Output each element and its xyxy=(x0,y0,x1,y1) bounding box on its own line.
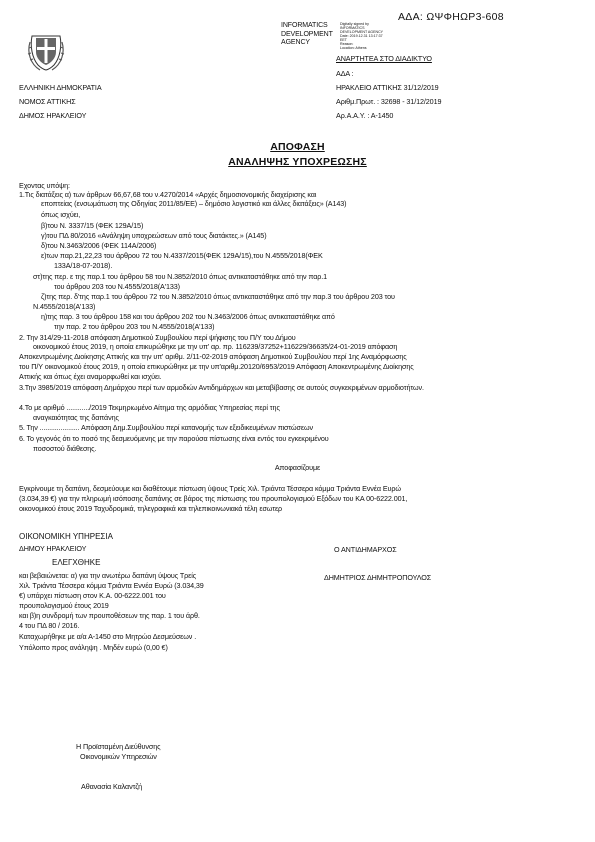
head-of-finance-dept: Οικονομικών Υπηρεσιών xyxy=(80,752,157,761)
body-line: 2. Την 314/29-11-2018 απόφαση Δημοτικού Συμβουλίου περί ψήφισης του Π/Υ του Δήμου xyxy=(19,333,296,342)
ida-stamp-text: INFORMATICS DEVELOPMENT AGENCY xyxy=(281,22,333,47)
body-line: δ)του Ν.3463/2006 (ΦΕΚ 114Α/2006) xyxy=(41,241,157,250)
body-line: 133Α/18-07-2018). xyxy=(54,261,113,270)
aay-number: Αρ.Α.Α.Υ. : Α-1450 xyxy=(336,111,394,120)
body-line: ζ)της περ. δ'της παρ.1 του άρθρου 72 του Ν.3852/2010 όπως αντικαταστάθηκε από την παρ.3 του άρθρου 203 του xyxy=(41,292,395,301)
body-line: ποσοστού διάθεσης. xyxy=(33,444,97,453)
finance-line: Χιλ. Τριάντα Τέσσερα κόμμα Τριάντα Εννέα Ευρώ (3.034,39 xyxy=(19,581,204,590)
finance-dept: ΟΙΚΟΝΟΜΙΚΗ ΥΠΗΡΕΣΙΑ xyxy=(19,532,113,541)
head-of-finance-name: Αθανασία Καλαντζή xyxy=(81,782,143,791)
body-line: 3.Την 3985/2019 απόφαση Δημάρχου περί των αρμοδιών Αντιδημάρχων και μεταβίβασης σε αυτούς συγκεκριμένων αρμοδιοτήτων. xyxy=(19,383,424,392)
finance-line: και β)η συνδρομή των προυποθέσεων της παρ. 1 του άρθ. xyxy=(19,611,200,620)
body-line: όπως ισχύει, xyxy=(41,210,81,219)
finance-line: και βεβαιώνεται: α) για την ανωτέρω δαπάνη ύψους Τρείς xyxy=(19,571,197,580)
decision-line: οικονομικού έτους 2019 Ταχυδρομικά, τηλεγραφικά και τηλεπικοινωνιακά τέλη εσωτερ xyxy=(19,504,283,513)
body-line: γ)του ΠΔ 80/2016 «Ανάληψη υποχρεώσεων από τους διατάκτες.» (Α145) xyxy=(41,231,267,240)
finance-line: Καταχωρήθηκε με α/α Α-1450 στο Μητρώο Δεσμεύσεων . xyxy=(19,632,197,641)
body-line: 1.Τις διατάξεις α) των άρθρων 66,67,68 του ν.4270/2014 «Αρχές δημοσιονομικής διαχείρισης και xyxy=(19,190,317,199)
header-municipality: ΔΗΜΟΣ ΗΡΑΚΛΕΙΟΥ xyxy=(19,111,87,120)
ida-stamp-signature: Digitally signed by INFORMATICS DEVELOPMENT AGENCY Date: 2019.12.31 13:17:37 EET Reason: Location: Athens xyxy=(340,22,384,50)
header-prefecture: ΝΟΜΟΣ ΑΤΤΙΚΗΣ xyxy=(19,97,76,106)
greek-coat-of-arms-icon xyxy=(26,32,66,74)
body-line: η)της παρ. 3 του άρθρου 158 και του άρθρου 202 του Ν.3463/2006 όπως αντικαταστάθηκε από xyxy=(41,312,335,321)
finance-line: 4 του ΠΔ 80 / 2016. xyxy=(19,621,80,630)
body-line: β)του Ν. 3337/15 (ΦΕΚ 129Α/15) xyxy=(41,221,144,230)
decision-line: Εγκρίνουμε τη δαπάνη, δεσμεύουμε και διαθέτουμε πίστωση ύψους Τρείς Χιλ. Τριάντα Τέσσερα κόμμα Τριάντα Εννέα Ευρώ xyxy=(19,484,401,493)
deputy-title: Ο ΑΝΤΙΔΗΜΑΡΧΟΣ xyxy=(334,545,397,554)
body-line: στ)της περ. ε της παρ.1 του άρθρου 58 του Ν.3852/2010 όπως αντικαταστάθηκε από την παρ.1 xyxy=(33,272,328,281)
body-line: Αποκεντρωμένης Διοίκησης Αττικής και την υπ' αριθμ. 2/11-02-2019 απόφαση Δημοτικού Συμβουλίου περί 1ης Αναμόρφωσης xyxy=(19,352,407,361)
decision-line: (3.034,39 €) για την πληρωμή ισόποσης δαπάνης σε βάρος της πίστωσης του προυπολογισμού Εξόδων του ΚΑ 00-6222.001, xyxy=(19,494,408,503)
document-subtitle: ΑΝΑΛΗΨΗΣ ΥΠΟΧΡΕΩΣΗΣ xyxy=(228,156,367,168)
body-line: του Π/Υ οικονομικού έτους 2019, η οποία επικυρώθηκε με την υπ'αριθμ.20120/6953/2019 Απόφαση Αποκεντρωμένης Διοίκησης xyxy=(19,362,414,371)
finance-municipality: ΔΗΜΟΥ ΗΡΑΚΛΕΙΟΥ xyxy=(19,544,87,553)
body-line: Εχοντας υπόψη: xyxy=(19,181,70,190)
body-line: 4.Το με αριθμό ............/2019 Τεκμηριωμένο Αίτημα της αρμόδιας Υπηρεσίας περί της xyxy=(19,403,280,412)
body-line: 5. Την ..................... Απόφαση Δημ.Συμβουλίου περί κατανομής των εξειδικευμένων πιστώσεων xyxy=(19,423,313,432)
head-of-finance-title: Η Προϊσταμένη Διεύθυνσης xyxy=(76,742,161,751)
finance-line: Υπόλοιπο προς ανάληψη . Μηδέν ευρώ (0,00 €) xyxy=(19,643,168,652)
place-date: ΗΡΑΚΛΕΙΟ ΑΤΤΙΚΗΣ 31/12/2019 xyxy=(336,83,439,92)
finance-line: προυπολογισμού έτους 2019 xyxy=(19,601,109,610)
body-line: Ν.4555/2018(Α'133) xyxy=(33,302,96,311)
ada-code: ΑΔΑ: ΩΨΦΗΩΡ3-608 xyxy=(398,11,504,23)
body-line: του άρθρου 203 του Ν.4555/2018(Α'133) xyxy=(54,282,180,291)
body-line: 6. Το γεγονός ότι το ποσό της δεσμευόμενης με την παρούσα πίστωσης είναι εντός του εγκεκριμένου xyxy=(19,434,329,443)
decision-heading: Αποφασίζουμε xyxy=(274,463,321,472)
body-line: οικονομικού έτους 2019, η οποία επικυρώθηκε με την υπ' αρ. πρ. 116239/37252+116229/36635/24-01-2019 απόφαση xyxy=(33,342,398,351)
header-country: ΕΛΛΗΝΙΚΗ ΔΗΜΟΚΡΑΤΙΑ xyxy=(19,83,102,92)
body-line: ε)των παρ.21,22,23 του άρθρου 72 του Ν.4337/2015(ΦΕΚ 129Α/15),του Ν.4555/2018(ΦΕΚ xyxy=(41,251,323,260)
body-line: εποπτείας (ενσωμάτωση της Οδηγίας 2011/85/ΕΕ) – δημόσιο λογιστικό και άλλες διατάξεις» (Α143) xyxy=(41,199,347,208)
checked-stamp: ΕΛΕΓΧΘΗΚΕ xyxy=(52,558,101,567)
body-line: αναγκαιότητας της δαπάνης xyxy=(33,413,119,422)
protocol-number: Αριθμ.Πρωτ. : 32698 - 31/12/2019 xyxy=(336,97,442,106)
posted-online-label: ΑΝΑΡΤΗΤΕΑ ΣΤΟ ΔΙΑΔΙΚΤΥΟ xyxy=(336,54,432,63)
body-line: την παρ. 2 του άρθρου 203 του Ν.4555/2018(Α'133) xyxy=(54,322,215,331)
finance-line: €) υπάρχει πίστωση στον Κ.Α. 00-6222.001 του xyxy=(19,591,166,600)
body-line: Αττικής και όπως έχει αναμορφωθεί και ισχύει. xyxy=(19,372,162,381)
ada-label: ΑΔΑ : xyxy=(336,69,354,78)
document-title: ΑΠΟΦΑΣΗ xyxy=(270,141,325,153)
deputy-name: ΔΗΜΗΤΡΙΟΣ ΔΗΜΗΤΡΟΠΟΥΛΟΣ xyxy=(324,573,432,582)
